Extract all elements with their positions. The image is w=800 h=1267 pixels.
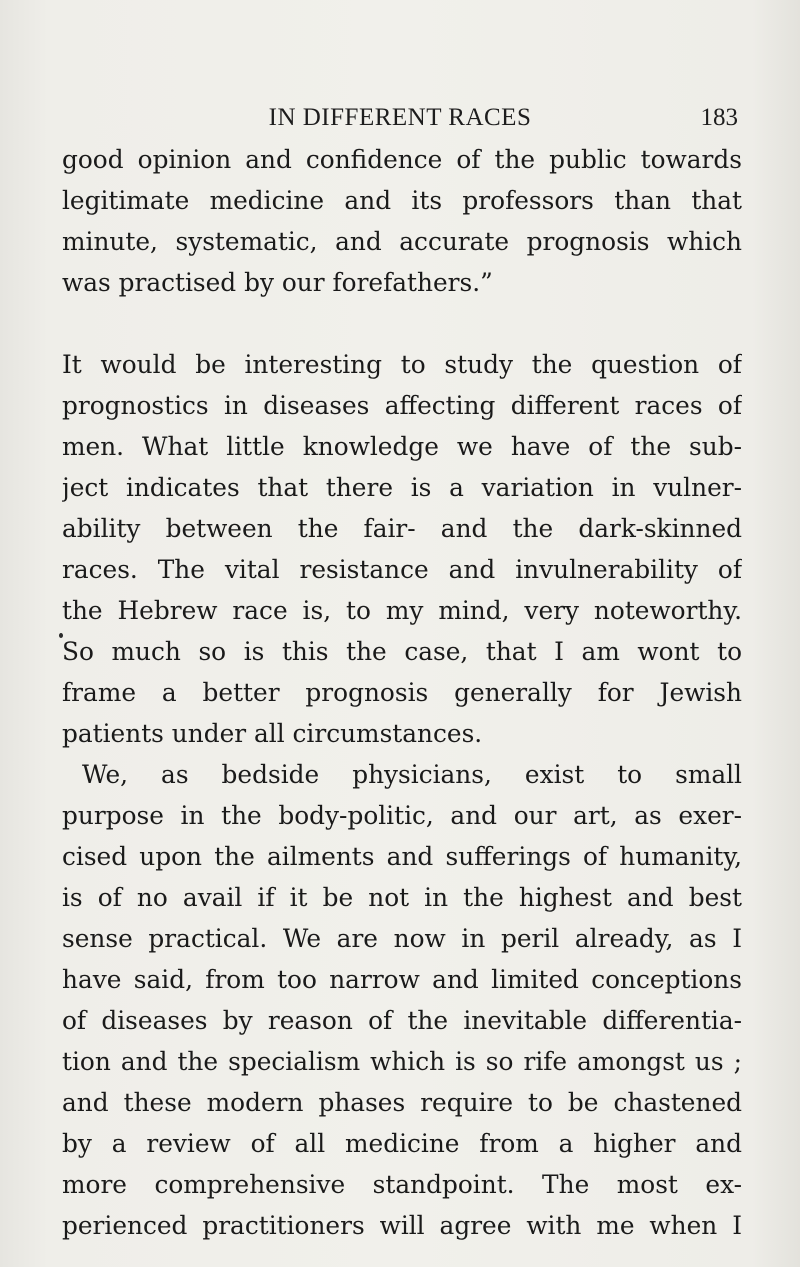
text-line: races. The vital resistance and invulnerability of [62,555,742,584]
text-line: have said, from too narrow and limited conceptions [62,965,742,994]
text-line: was practised by our forefathers.” [62,268,493,297]
text-line: is of no avail if it be not in the highest and best [62,883,742,912]
text-line: men. What little knowledge we have of the sub- [62,432,742,461]
text-line: tion and the specialism which is so rife amongst us ; [62,1047,742,1076]
text-line: frame a better prognosis generally for Jewish [62,678,742,707]
text-line: prognostics in diseases affecting different races of [62,391,742,420]
text-line: purpose in the body-politic, and our art, as exer- [62,801,742,830]
ink-speck [59,633,63,638]
text-line: more comprehensive standpoint. The most ex- [62,1170,742,1199]
text-line: ject indicates that there is a variation in vulner- [62,473,742,502]
text-line: by a review of all medicine from a higher and [62,1129,742,1158]
body-text [62,139,742,1246]
text-line: minute, systematic, and accurate prognosis which [62,227,742,256]
running-header: IN DIFFERENT RACES [268,104,532,131]
text-line: good opinion and confidence of the public towards [62,145,742,174]
text-line: perienced practitioners will agree with me when I [62,1211,742,1240]
text-line: legitimate medicine and its professors than that [62,186,742,215]
page-number: 183 [700,104,738,131]
text-line: ability between the fair- and the dark-skinned [62,514,742,543]
paragraph-gap [62,303,742,344]
paragraph-3 [62,754,742,1246]
text-line: cised upon the ailments and sufferings of humanity, [62,842,742,871]
text-line: It would be interesting to study the question of [62,350,742,379]
paragraph-1 [62,139,742,303]
text-line: We, as bedside physicians, exist to small [82,760,742,789]
text-line: So much so is this the case, that I am wont to [62,637,742,666]
text-line: and these modern phases require to be chastened [62,1088,742,1117]
text-line: sense practical. We are now in peril already, as I [62,924,742,953]
text-line: of diseases by reason of the inevitable differentia- [62,1006,742,1035]
text-line: patients under all circumstances. [62,719,483,748]
text-line: the Hebrew race is, to my mind, very noteworthy. [62,596,742,625]
paragraph-2 [62,344,742,754]
